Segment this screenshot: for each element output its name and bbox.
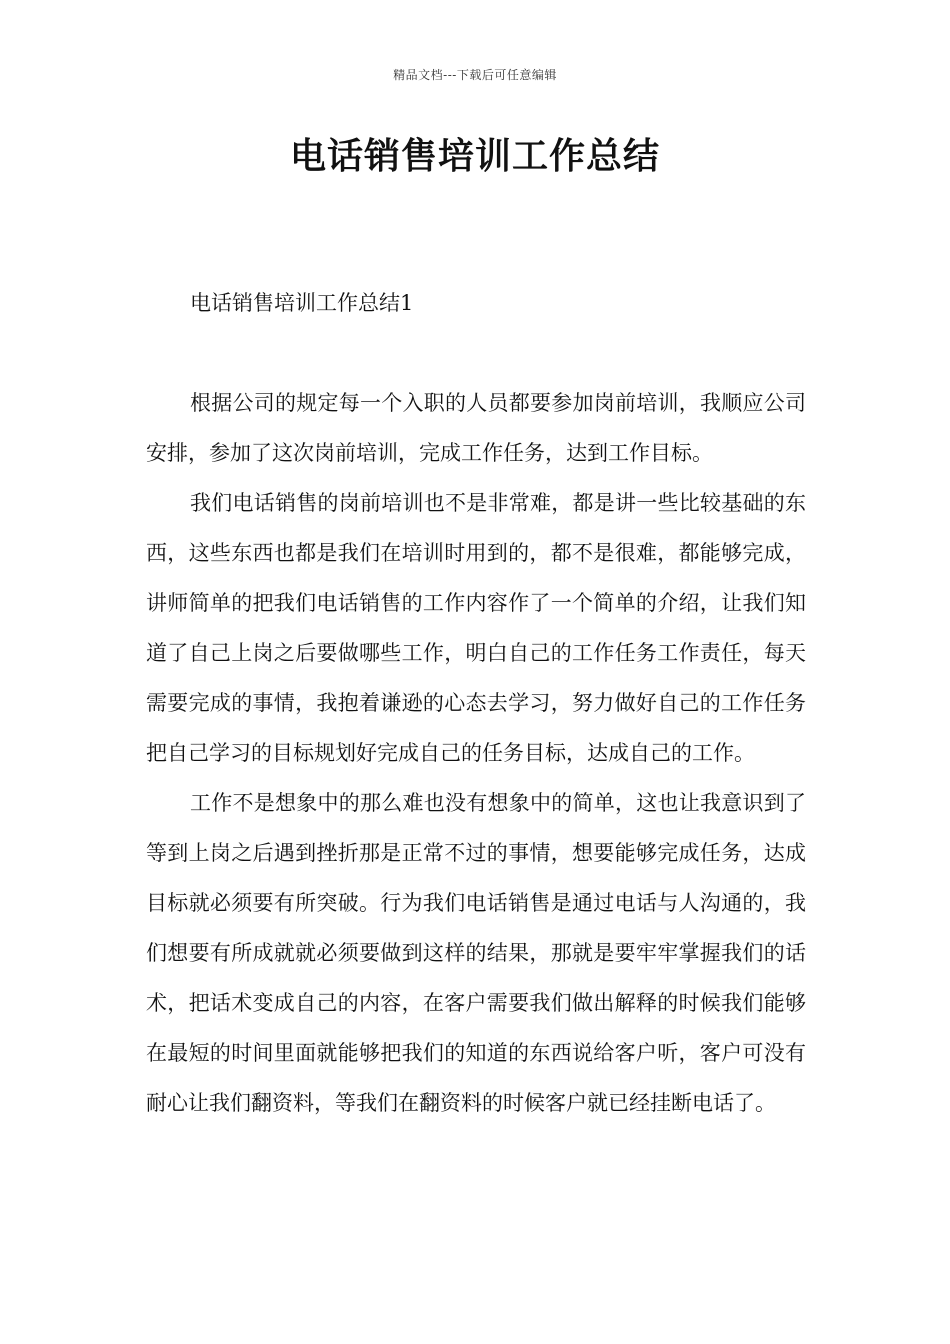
paragraph: 根据公司的规定每一个入职的人员都要参加岗前培训，我顺应公司安排，参加了这次岗前培训，完成工作任务，达到工作目标。 <box>146 391 806 465</box>
paragraph: 工作不是想象中的那么难也没有想象中的简单，这也让我意识到了等到上岗之后遇到挫折那是正常不过的事情，想要能够完成任务，达成目标就必须要有所突破。行为我们电话销售是通过电话与人沟通的，我们想要有所成就就必须要做到这样的结果，那就是要牢牢掌握我们的话术，把话术变成自己的内容，在客户需要我们做出解释的时候我们能够在最短的时间里面就能够把我们的知道的东西说给客户听，客户可没有耐心让我们翻资料，等我们在翻资料的时候客户就已经挂断电话了。 <box>146 791 806 1115</box>
paragraph: 我们电话销售的岗前培训也不是非常难，都是讲一些比较基础的东西，这些东西也都是我们在培训时用到的，都不是很难，都能够完成，讲师简单的把我们电话销售的工作内容作了一个简单的介绍，让我们知道了自己上岗之后要做哪些工作，明白自己的工作任务工作责任，每天需要完成的事情，我抱着谦逊的心态去学习，努力做好自己的工作任务把自己学习的目标规划好完成自己的任务目标，达成自己的工作。 <box>146 491 806 765</box>
header-note: 精品文档---下载后可任意编辑 <box>393 68 557 82</box>
document-title: 电话销售培训工作总结 <box>289 136 660 177</box>
section-heading: 电话销售培训工作总结1 <box>190 291 414 315</box>
document-body <box>146 378 806 1128</box>
